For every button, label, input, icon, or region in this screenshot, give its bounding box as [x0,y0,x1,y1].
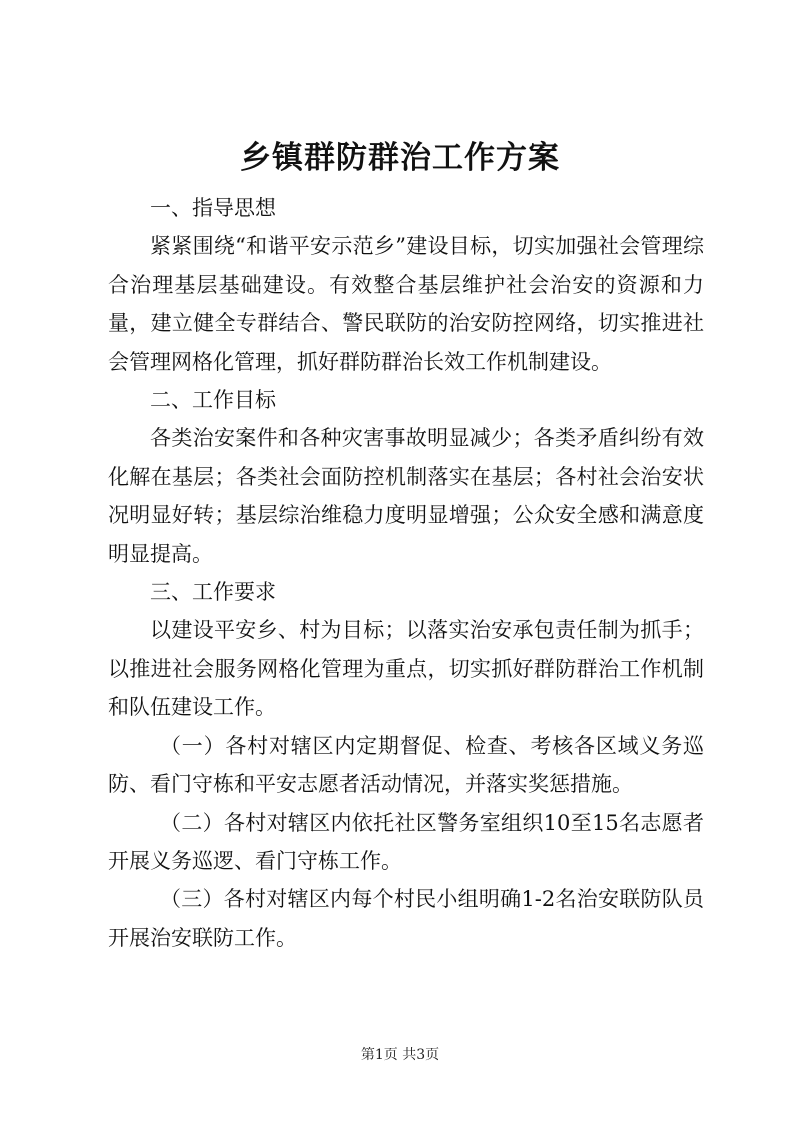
section-heading-work-requirements: 三、工作要求 [150,580,276,605]
page-number-footer: 第1页 共3页 [360,1047,440,1063]
guiding-ideology-paragraph: 紧紧围绕“和谐平安示范乡”建设目标，切实加强社会管理综合治理基层基础建设。有效整合基层维护社会治安的资源和力量，建立健全专群结合、警民联防的治安防控网络，切实推进社会管理网格化管理，抓好群防群治长效工作机制建设。 [108,234,704,374]
requirement-item-2: （二）各村对辖区内依托社区警务室组织10至15名志愿者开展义务巡逻、看门守栋工作。 [108,810,704,873]
document-body [108,189,704,957]
requirement-item-3: （三）各村对辖区内每个村民小组明确1-2名治安联防队员开展治安联防工作。 [108,887,704,950]
work-goals-paragraph: 各类治安案件和各种灾害事故明显减少；各类矛盾纠纷有效化解在基层；各类社会面防控机制落实在基层；各村社会治安状况明显好转；基层综治维稳力度明显增强；公众安全感和满意度明显提高。 [108,426,704,566]
section-heading-work-goals: 二、工作目标 [150,388,276,413]
document-title: 乡镇群防群治工作方案 [240,140,560,176]
work-requirements-paragraph: 以建设平安乡、村为目标；以落实治安承包责任制为抓手；以推进社会服务网格化管理为重点，切实抓好群防群治工作机制和队伍建设工作。 [108,618,704,720]
requirement-item-1: （一）各村对辖区内定期督促、检查、考核各区域义务巡防、看门守栋和平安志愿者活动情况，并落实奖惩措施。 [108,733,704,797]
section-heading-guiding-ideology: 一、指导思想 [150,196,276,220]
